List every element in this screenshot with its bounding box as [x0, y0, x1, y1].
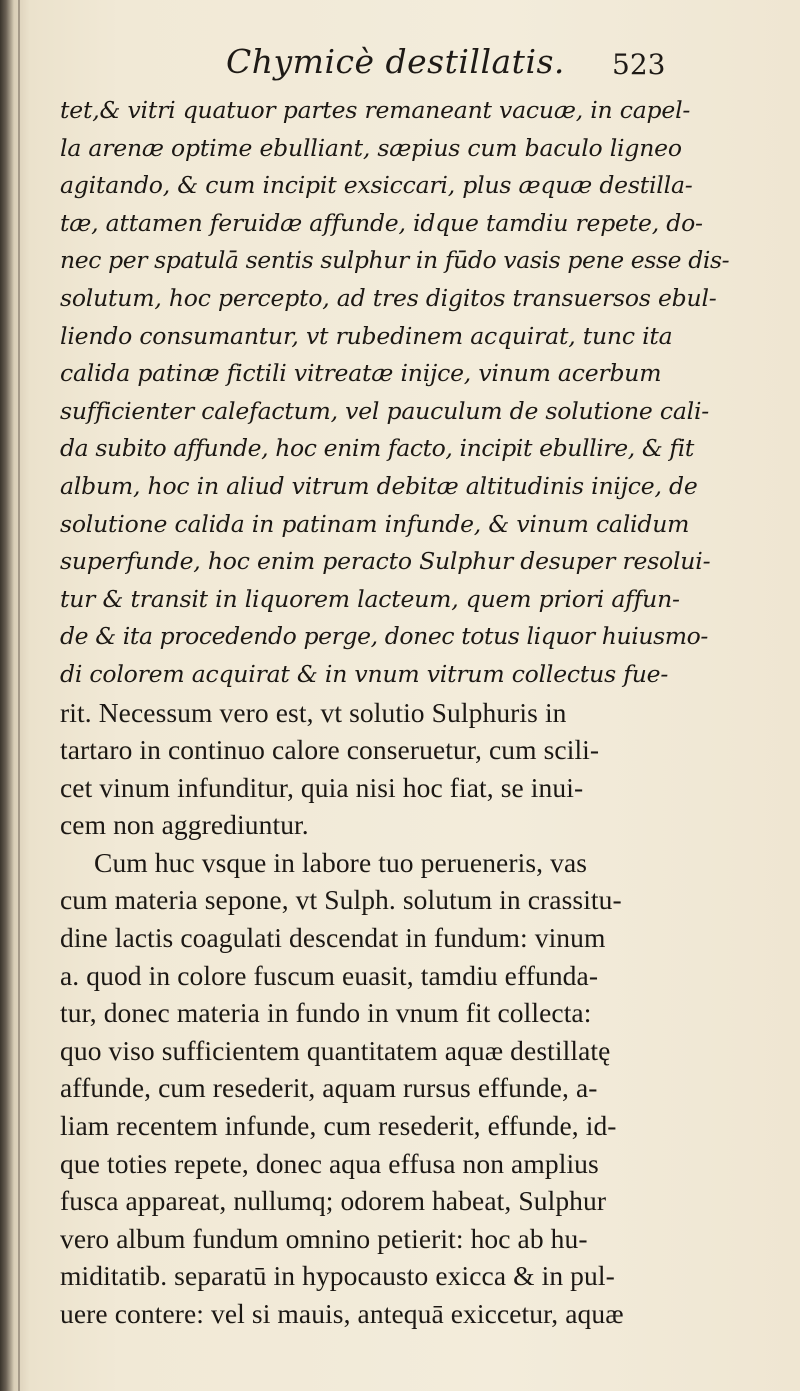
text-line: fusca appareat, nullumq; odorem habeat, Sulphur — [60, 1185, 607, 1217]
text-line: agitando, & cum incipit exsiccari, plus æquæ destilla- — [60, 171, 693, 200]
text-line: album, hoc in aliud vitrum debitæ altitudinis inijce, de — [60, 471, 698, 500]
text-line: liendo consumantur, vt rubedinem acquirat, tunc ita — [60, 321, 673, 350]
text-line: liam recentem infunde, cum resederit, effunde, id- — [60, 1110, 617, 1142]
text-line: a. quod in colore fuscum euasit, tamdiu effunda- — [60, 959, 599, 991]
text-line: sufficienter calefactum, vel pauculum de solutione cali- — [60, 396, 710, 425]
text-line: quo viso sufficientem quantitatem aquæ destillatę — [60, 1034, 611, 1066]
text-line: superfunde, hoc enim peracto Sulphur desuper resolui- — [60, 547, 711, 576]
text-line: tet,& vitri quatuor partes remaneant vacuæ, in capel- — [60, 96, 691, 124]
text-line: tur & transit in liquorem lacteum, quem priori affun- — [60, 584, 680, 613]
binding-gutter — [18, 0, 20, 1391]
text-line: calida patinæ fictili vitreatæ inijce, vinum acerbum — [60, 359, 662, 388]
text-line: tæ, attamen feruidæ affunde, idque tamdiu repete, do- — [60, 208, 703, 237]
text-line: miditatib. separatū in hypocausto exicca & in pul- — [60, 1260, 615, 1292]
text-line: solutum, hoc percepto, ad tres digitos transuersos ebul- — [60, 283, 717, 312]
text-line: cum materia sepone, vt Sulph. solutum in crassitu- — [60, 884, 622, 916]
paragraph-start-line: Cum huc vsque in labore tuo perueneris, vas — [94, 846, 588, 878]
running-title: Chymicè destillatis. — [226, 42, 565, 81]
text-line: dine lactis coagulati descendat in fundum: vinum — [60, 922, 606, 954]
text-line: nec per spatulā sentis sulphur in fūdo vasis pene esse dis- — [60, 246, 730, 275]
text-line: solutione calida in patinam infunde, & vinum calidum — [60, 509, 690, 538]
text-line: vero album fundum omnino petierit: hoc ab hu- — [60, 1222, 588, 1254]
text-line: tartaro in continuo calore conseruetur, cum scili- — [60, 734, 600, 766]
body-text — [60, 92, 780, 1333]
text-line: uere contere: vel si mauis, antequā exiccetur, aquæ — [60, 1298, 624, 1329]
text-line: que toties repete, donec aqua effusa non amplius — [60, 1147, 599, 1179]
text-line: la arenæ optime ebulliant, sæpius cum baculo ligneo — [60, 133, 682, 162]
text-line: affunde, cum resederit, aquam rursus effunde, a- — [60, 1072, 598, 1104]
text-line: rit. Necessum vero est, vt solutio Sulphuris in — [60, 696, 567, 728]
text-line: cet vinum infunditur, quia nisi hoc fiat, se inui- — [60, 771, 584, 803]
text-line: tur, donec materia in fundo in vnum fit collecta: — [60, 997, 592, 1029]
text-line: cem non aggrediuntur. — [60, 809, 309, 841]
page-header — [0, 42, 800, 92]
page-number: 523 — [612, 48, 666, 81]
text-line: da subito affunde, hoc enim facto, incipit ebullire, & fit — [60, 434, 694, 463]
text-line: de & ita procedendo perge, donec totus liquor huiusmo- — [60, 622, 708, 651]
text-line: di colorem acquirat & in vnum vitrum collectus fue- — [60, 659, 669, 688]
